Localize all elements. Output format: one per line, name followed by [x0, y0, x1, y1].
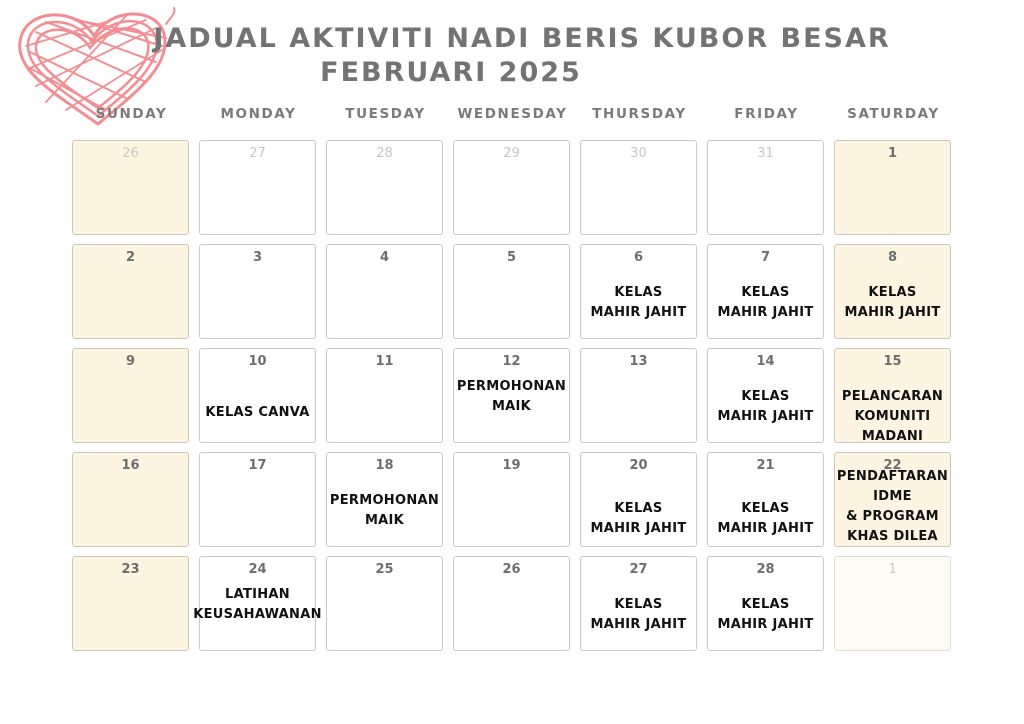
calendar-day-cell	[72, 244, 189, 339]
calendar-day-cell	[199, 348, 316, 443]
event-label: PERMOHONAN MAIK	[329, 493, 440, 528]
event-label: KELAS MAHIR JAHIT	[590, 285, 687, 320]
calendar-day-cell	[580, 556, 697, 651]
calendar-day-cell	[72, 348, 189, 443]
day-number: 18	[375, 458, 394, 473]
calendar-day-cell	[72, 556, 189, 651]
calendar-day-cell	[199, 452, 316, 547]
day-number: 4	[379, 250, 390, 265]
day-number: 26	[122, 146, 139, 161]
day-number: 22	[883, 458, 902, 473]
day-number: 8	[887, 250, 898, 265]
calendar-day-cell	[326, 140, 443, 235]
day-number: 30	[630, 146, 647, 161]
calendar-grid	[72, 140, 951, 651]
weekday-tuesday: TUESDAY	[345, 106, 426, 122]
day-number: 16	[121, 458, 140, 473]
page-title	[0, 22, 1024, 90]
event-label: PELANCARAN KOMUNITI MADANI	[841, 389, 944, 444]
event-label: KELAS MAHIR JAHIT	[717, 389, 814, 424]
calendar-day-cell	[453, 348, 570, 443]
day-number: 24	[248, 562, 267, 577]
weekday-sunday: SUNDAY	[95, 106, 168, 122]
weekday-wednesday: WEDNESDAY	[457, 106, 568, 122]
day-number: 23	[121, 562, 140, 577]
day-number: 1	[888, 562, 897, 577]
day-number: 10	[248, 354, 267, 369]
day-number: 27	[629, 562, 648, 577]
event-label: KELAS CANVA	[205, 405, 310, 420]
calendar-day-cell	[580, 452, 697, 547]
title-line-2: FEBRUARI 2025	[320, 57, 582, 88]
day-number: 9	[125, 354, 136, 369]
weekday-thursday: THURSDAY	[592, 106, 687, 122]
calendar-day-cell	[453, 556, 570, 651]
weekday-header	[68, 106, 958, 122]
calendar-day-cell	[326, 348, 443, 443]
event-label: LATIHAN KEUSAHAWANAN	[193, 587, 322, 622]
day-number: 3	[252, 250, 263, 265]
calendar-day-cell	[453, 244, 570, 339]
calendar-day-cell	[707, 140, 824, 235]
event-label: PERMOHONAN MAIK	[456, 379, 567, 414]
calendar-day-cell	[193, 556, 322, 651]
calendar-day-cell	[580, 140, 697, 235]
day-number: 27	[249, 146, 266, 161]
title-line-1: JADUAL AKTIVITI NADI BERIS KUBOR BESAR	[153, 23, 891, 54]
day-number: 20	[629, 458, 648, 473]
day-number: 25	[375, 562, 394, 577]
calendar-day-cell	[707, 556, 824, 651]
weekday-saturday: SATURDAY	[847, 106, 940, 122]
calendar-day-cell	[453, 140, 570, 235]
day-number: 11	[375, 354, 394, 369]
calendar-day-cell	[834, 556, 951, 651]
calendar-day-cell	[707, 244, 824, 339]
calendar-day-cell	[834, 140, 951, 235]
day-number: 14	[756, 354, 775, 369]
day-number: 26	[502, 562, 521, 577]
day-number: 6	[633, 250, 644, 265]
day-number: 29	[503, 146, 520, 161]
calendar-day-cell	[580, 348, 697, 443]
calendar-day-cell	[707, 348, 824, 443]
day-number: 12	[502, 354, 521, 369]
day-number: 5	[506, 250, 517, 265]
day-number: 21	[756, 458, 775, 473]
event-label: KELAS MAHIR JAHIT	[717, 285, 814, 320]
event-label: KELAS MAHIR JAHIT	[717, 501, 814, 536]
day-number: 17	[248, 458, 267, 473]
calendar-day-cell	[72, 140, 189, 235]
day-number: 1	[887, 146, 898, 161]
calendar-day-cell	[326, 244, 443, 339]
calendar-day-cell	[580, 244, 697, 339]
event-label: KELAS MAHIR JAHIT	[590, 501, 687, 536]
weekday-friday: FRIDAY	[734, 106, 799, 122]
event-label: KELAS MAHIR JAHIT	[717, 597, 814, 632]
calendar-day-cell	[326, 556, 443, 651]
day-number: 15	[883, 354, 902, 369]
event-label: KELAS MAHIR JAHIT	[590, 597, 687, 632]
calendar-day-cell	[199, 244, 316, 339]
day-number: 2	[125, 250, 136, 265]
calendar-day-cell	[707, 452, 824, 547]
calendar-day-cell	[72, 452, 189, 547]
calendar-day-cell	[199, 140, 316, 235]
day-number: 13	[629, 354, 648, 369]
day-number: 19	[502, 458, 521, 473]
day-number: 28	[756, 562, 775, 577]
calendar-day-cell	[453, 452, 570, 547]
event-label: KELAS MAHIR JAHIT	[844, 285, 941, 320]
calendar-day-cell	[834, 348, 951, 443]
day-number: 31	[757, 146, 774, 161]
calendar-day-cell	[326, 452, 443, 547]
calendar-day-cell	[834, 452, 951, 547]
event-label: PENDAFTARAN IDME & PROGRAM KHAS DILEA	[836, 469, 949, 544]
weekday-monday: MONDAY	[220, 106, 297, 122]
day-number: 28	[376, 146, 393, 161]
calendar-day-cell	[834, 244, 951, 339]
day-number: 7	[760, 250, 771, 265]
